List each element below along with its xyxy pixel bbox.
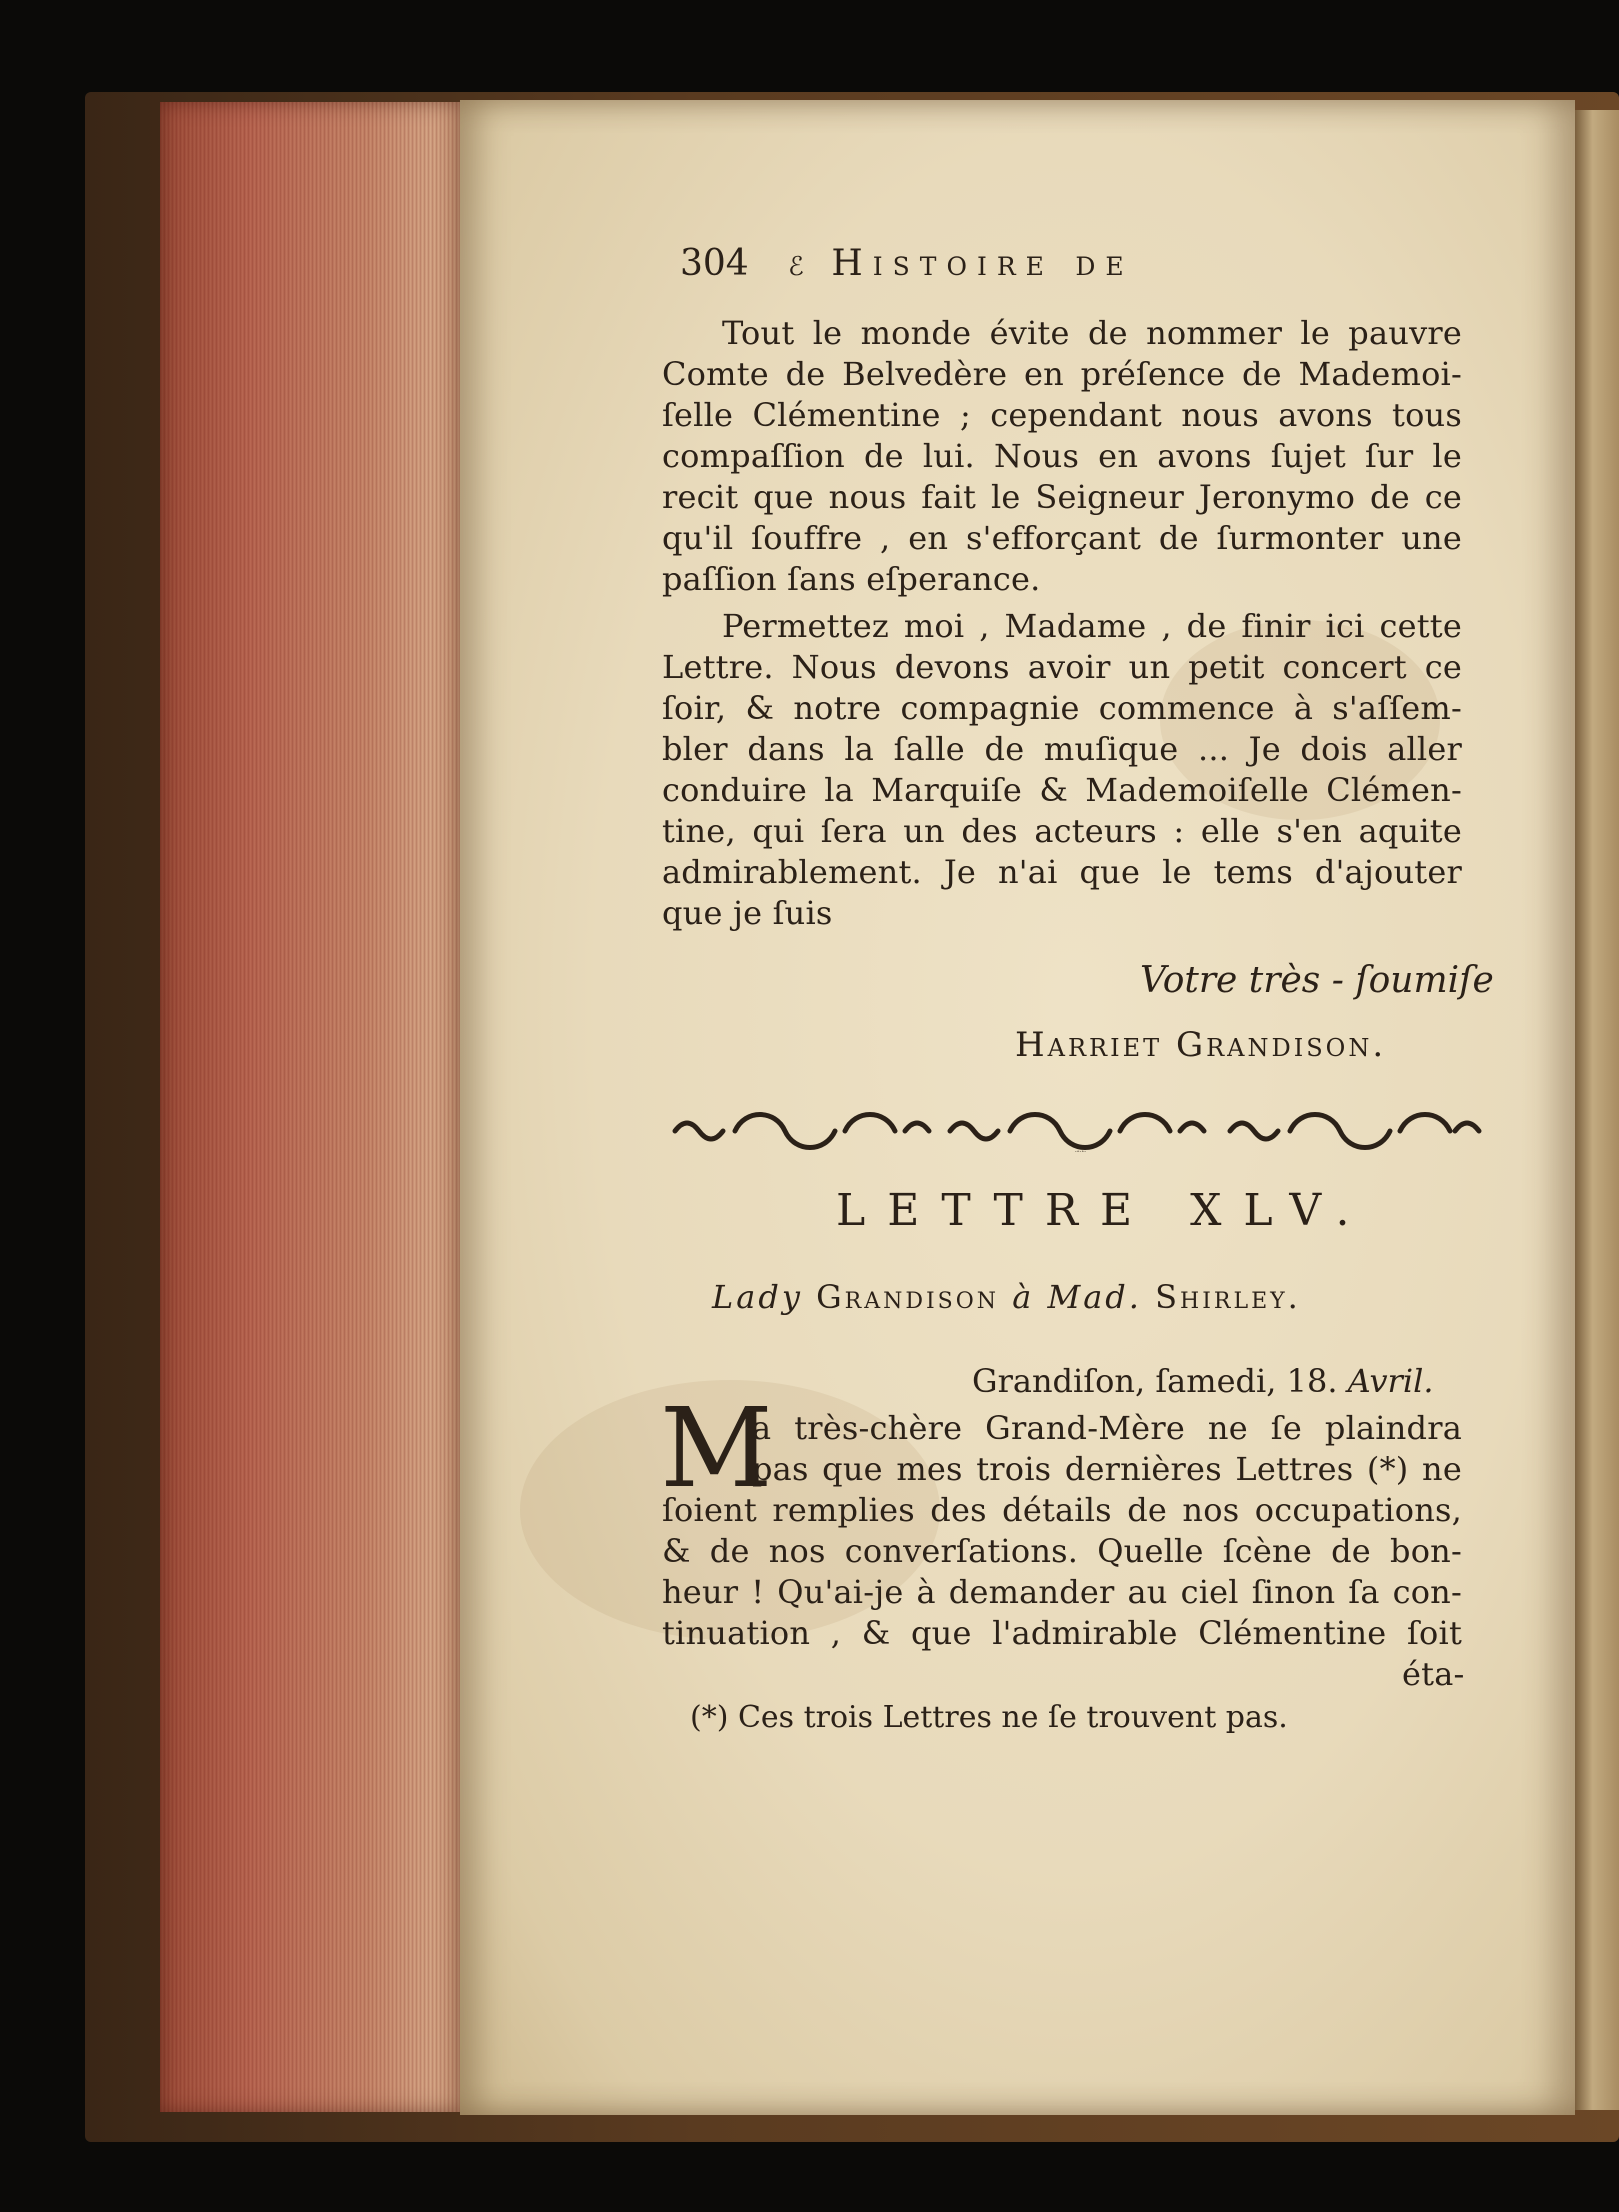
running-title: Histoire de bbox=[831, 243, 1134, 284]
running-header bbox=[680, 243, 1320, 293]
text-line: a très-chère Grand-Mère ne ſe plaindra bbox=[752, 1409, 1462, 1447]
text-line: tinuation , & que l'admirable Clémentine ſoit bbox=[662, 1614, 1462, 1652]
address-to-name: Shirley. bbox=[1155, 1278, 1301, 1316]
printer-mark: ℰ bbox=[788, 252, 804, 282]
text-line: conduire la Marquiſe & Mademoiſelle Clémen- bbox=[662, 771, 1462, 809]
letter-address bbox=[712, 1278, 1301, 1316]
page-fore-edge bbox=[160, 102, 460, 2112]
page-number: 304 bbox=[680, 243, 749, 284]
dateline-month: Avril. bbox=[1347, 1362, 1434, 1400]
text-line: ſoient remplies des détails de nos occupations, bbox=[662, 1491, 1462, 1529]
address-to: Mad. bbox=[1047, 1278, 1142, 1316]
text-line: Tout le monde évite de nommer le pauvre bbox=[722, 314, 1462, 352]
ornamental-divider bbox=[665, 1108, 1485, 1154]
footnote: (*) Ces trois Lettres ne ſe trouvent pas. bbox=[690, 1700, 1288, 1735]
address-from-name: Grandison bbox=[816, 1278, 1000, 1316]
text-line: ſoir, & notre compagnie commence à s'aſſem- bbox=[662, 689, 1462, 727]
text-line: recit que nous fait le Seigneur Jeronymo de ce bbox=[662, 478, 1462, 516]
address-from: Lady bbox=[712, 1278, 803, 1316]
facing-page-edge bbox=[1575, 110, 1619, 2110]
text-line: & de nos converſations. Quelle ſcène de bon- bbox=[662, 1532, 1462, 1570]
text-line: paſſion ſans eſperance. bbox=[662, 560, 1041, 598]
text-line: tine, qui ſera un des acteurs : elle s'en aquite bbox=[662, 812, 1462, 850]
signature-closing: Votre très - ſoumiſe bbox=[1140, 960, 1494, 1001]
text-line: bler dans la ſalle de muſique ... Je dois aller bbox=[662, 730, 1462, 768]
text-line: ſelle Clémentine ; cependant nous avons tous bbox=[662, 396, 1462, 434]
text-line: Lettre. Nous devons avoir un petit concert ce bbox=[662, 648, 1462, 686]
ornament-text: ❧ ✿ ❧ ✿ ❧ bbox=[1075, 1151, 1086, 1153]
text-line: Comte de Belvedère en préſence de Mademoi- bbox=[662, 355, 1462, 393]
dateline-place-date: Grandiſon, ſamedi, 18. bbox=[972, 1362, 1338, 1400]
text-line: que je ſuis bbox=[662, 894, 833, 932]
catchword: éta- bbox=[1402, 1655, 1465, 1693]
text-line: compaſſion de lui. Nous en avons ſujet ſur le bbox=[662, 437, 1462, 475]
letter-heading: LETTRE XLV. bbox=[836, 1185, 1372, 1236]
text-line: admirablement. Je n'ai que le tems d'ajouter bbox=[662, 853, 1462, 891]
drop-cap: M bbox=[660, 1384, 773, 1512]
dateline bbox=[972, 1362, 1433, 1400]
text-line: heur ! Qu'ai-je à demander au ciel ſinon ſa con- bbox=[662, 1573, 1462, 1611]
signature-name: Harriet Grandison. bbox=[1015, 1025, 1387, 1065]
address-preposition: à bbox=[1012, 1278, 1035, 1316]
text-line: Permettez moi , Madame , de finir ici cette bbox=[722, 607, 1462, 645]
text-line: pas que mes trois dernières Lettres (*) ne bbox=[752, 1450, 1462, 1488]
text-line: qu'il ſouffre , en s'efforçant de ſurmonter une bbox=[662, 519, 1462, 557]
